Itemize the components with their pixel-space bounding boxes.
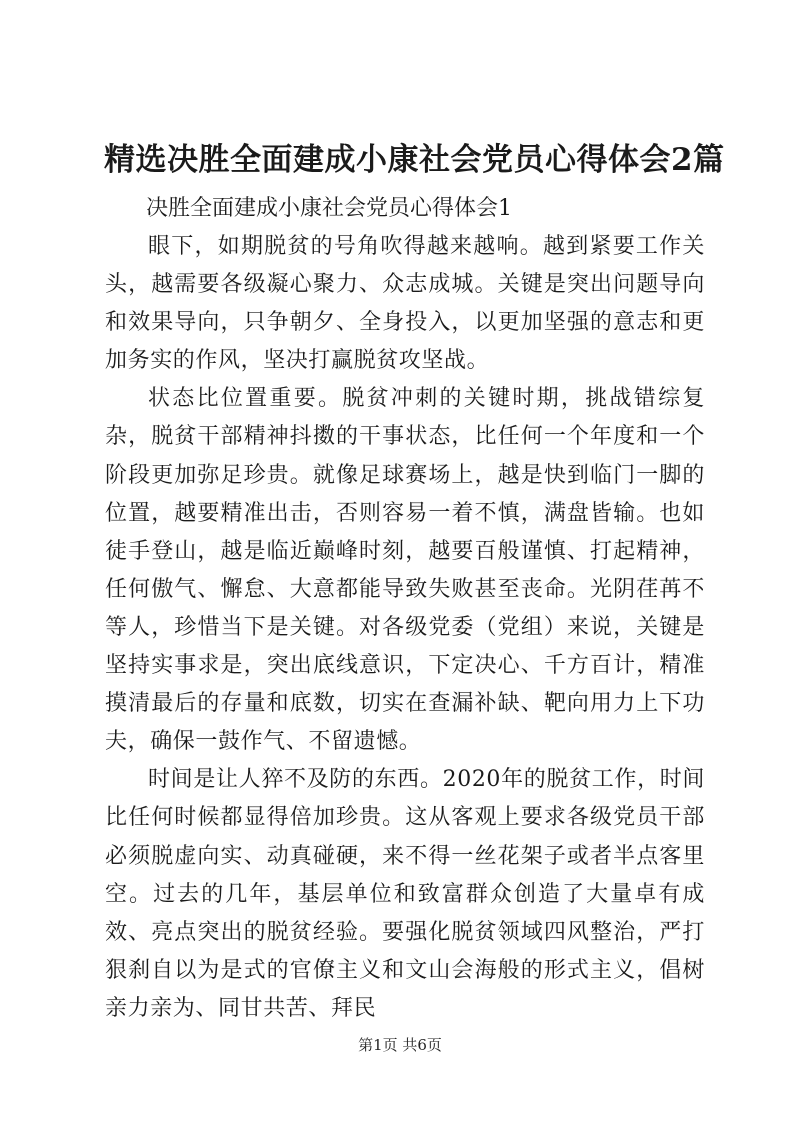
paragraph-1: 眼下，如期脱贫的号角吹得越来越响。越到紧要工作关头，越需要各级凝心聚力、众志成城。关键是突出问题导向和效果导向，只争朝夕、全身投入，以更加坚强的意志和更加务实的作风，坚决打赢脱贫攻坚战。 xyxy=(105,234,705,374)
section-heading: 决胜全面建成小康社会党员心得体会1 xyxy=(146,196,512,221)
page-number-footer: 第1页 共6页 xyxy=(358,1036,442,1054)
paragraph-3: 时间是让人猝不及防的东西。2020年的脱贫工作，时间比任何时候都显得倍加珍贵。这从客观上要求各级党员干部必须脱虚向实、动真碰硬，来不得一丝花架子或者半点客里空。过去的几年，基层单位和致富群众创造了大量卓有成效、亮点突出的脱贫经验。要强化脱贫领域四风整治，严打狠刹自以为是式的官僚主义和文山会海般的形式主义，倡树亲力亲为、同甘共苦、拜民 xyxy=(105,767,705,1021)
document-title: 精选决胜全面建成小康社会党员心得体会2篇 xyxy=(104,142,725,178)
document-body xyxy=(105,228,705,1028)
paragraph-2: 状态比位置重要。脱贫冲刺的关键时期，挑战错综复杂，脱贫干部精神抖擞的干事状态，比任何一个年度和一个阶段更加弥足珍贵。就像足球赛场上，越是快到临门一脚的位置，越要精准出击，否则容易一着不慎，满盘皆输。也如徒手登山，越是临近巅峰时刻，越要百般谨慎、打起精神，任何傲气、懈怠、大意都能导致失败甚至丧命。光阴荏苒不等人，珍惜当下是关键。对各级党委（党组）来说，关键是坚持实事求是，突出底线意识，下定决心、千方百计，精准摸清最后的存量和底数，切实在查漏补缺、靶向用力上下功夫，确保一鼓作气、不留遗憾。 xyxy=(105,386,705,755)
